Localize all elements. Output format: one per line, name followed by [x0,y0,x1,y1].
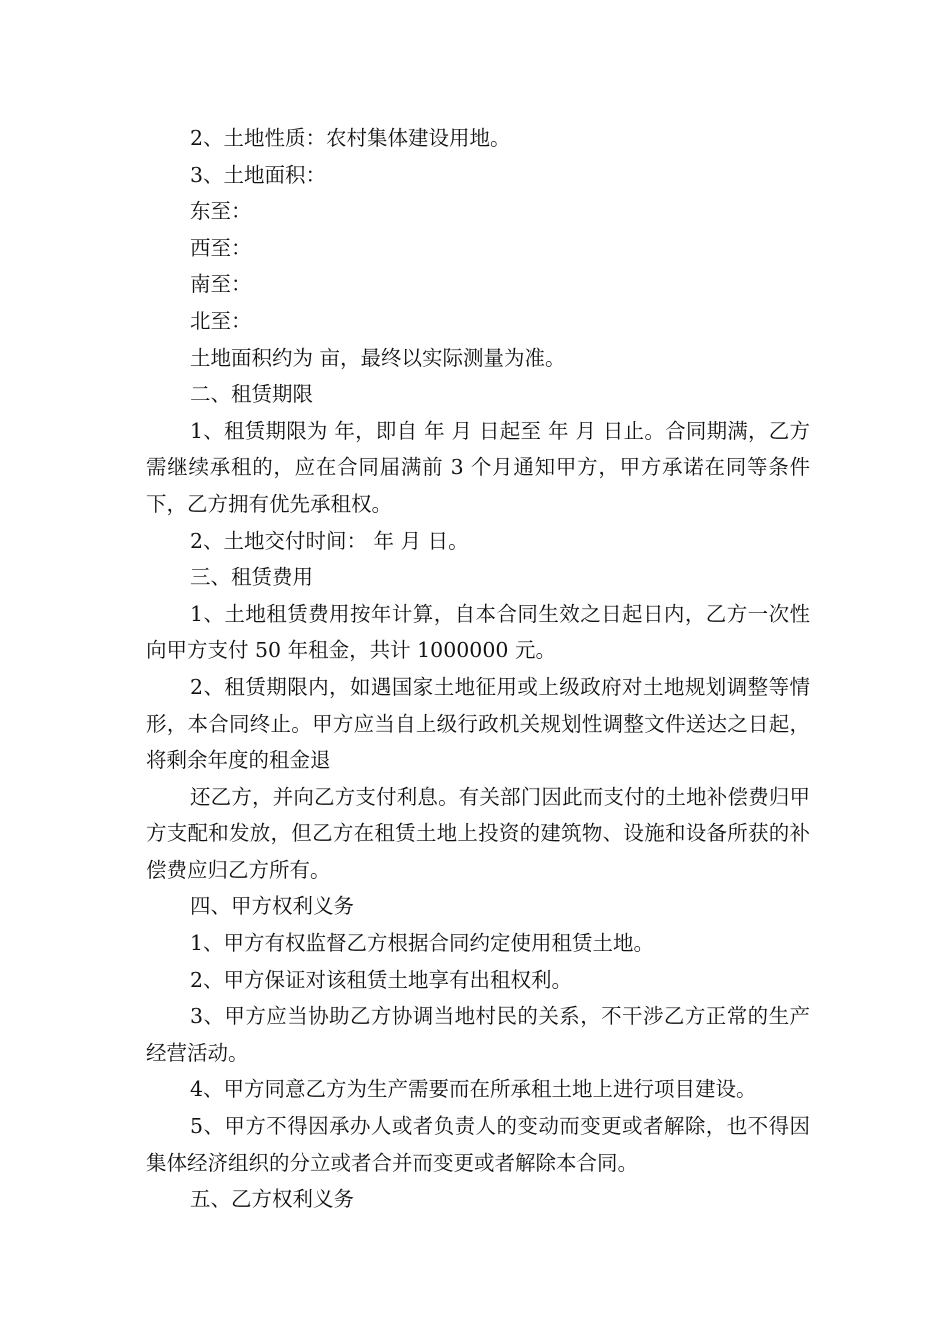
section-heading-lease-fee: 三、租赁费用 [190,565,313,590]
paragraph-party-a-2: 2、甲方保证对该租赁土地享有出租权利。 [190,967,573,992]
paragraph-land-nature: 2、土地性质：农村集体建设用地。 [190,126,511,150]
paragraph-delivery-time: 2、土地交付时间： 年 月 日。 [190,528,469,553]
paragraph-refund: 还乙方，并向乙方支付利息。有关部门因此而支付的土地补偿费归甲方支配和发放，但乙方在租赁土地上投资的建筑物、设施和设备所获的补偿费应归乙方所有。 [146,784,810,882]
paragraph-west-boundary: 西至： [190,235,252,260]
paragraph-land-area: 3、土地面积： [190,162,327,187]
paragraph-east-boundary: 东至： [190,199,252,224]
paragraph-party-a-3: 3、甲方应当协助乙方协调当地村民的关系，不干涉乙方正常的生产经营活动。 [146,1004,810,1065]
paragraph-party-a-4: 4、甲方同意乙方为生产需要而在所承租土地上进行项目建设。 [190,1077,757,1102]
paragraph-termination: 2、租赁期限内，如遇国家土地征用或上级政府对土地规划调整等情形，本合同终止。甲方应当自上级行政机关规划性调整文件送达之日起，将剩余年度的租金退 [146,674,810,773]
paragraph-party-a-1: 1、甲方有权监督乙方根据合同约定使用租赁土地。 [190,931,655,956]
paragraph-area-estimate: 土地面积约为 亩，最终以实际测量为准。 [190,345,566,370]
section-heading-party-b: 五、乙方权利义务 [190,1187,354,1212]
paragraph-party-a-5: 5、甲方不得因承办人或者负责人的变动而变更或者解除，也不得因集体经济组织的分立或者合并而变更或者解除本合同。 [146,1114,810,1175]
document-page [146,120,810,1218]
paragraph-north-boundary: 北至： [190,308,252,333]
section-heading-lease-term: 二、租赁期限 [190,382,313,407]
section-heading-party-a: 四、甲方权利义务 [190,894,354,919]
paragraph-lease-term: 1、租赁期限为 年，即自 年 月 日起至 年 月 日止。合同期满，乙方需继续承租的，应在合同届满前 3 个月通知甲方，甲方承诺在同等条件下，乙方拥有优先承租权。 [146,418,810,516]
paragraph-fee-payment: 1、土地租赁费用按年计算，自本合同生效之日起日内，乙方一次性向甲方支付 50 年租金，共计 1000000 元。 [146,601,810,663]
paragraph-south-boundary: 南至： [190,272,252,297]
